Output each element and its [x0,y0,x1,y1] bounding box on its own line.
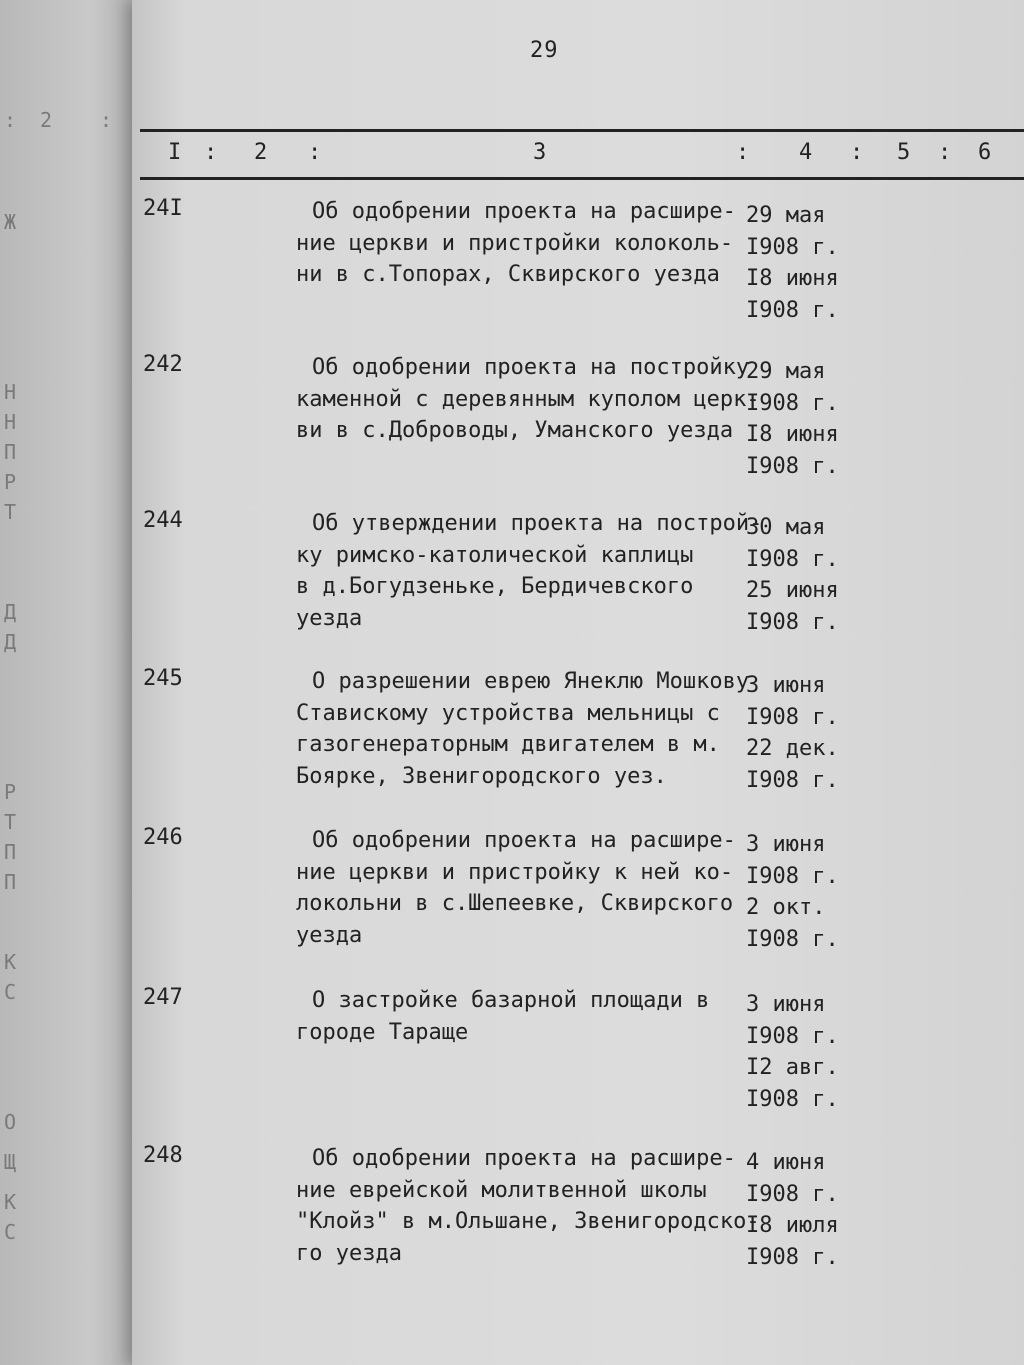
entry-description-line: Об одобрении проекта на расшире- [312,828,736,853]
entry-description-line: ви в с.Доброводы, Уманского уезда [296,418,734,443]
entry-date-line: 3 июня [746,673,826,698]
left-page-fragment: Р [4,470,17,494]
entry-date-line: 22 дек. [746,736,839,761]
left-page-fragment: Д [4,630,17,654]
entry-description-line: О разрешении еврею Янеклю Мошкову [312,669,750,694]
entry-date-line: 30 мая [746,515,826,540]
left-page-fragment: О [4,1110,17,1134]
entry-description-line: Об одобрении проекта на расшире- [312,1146,736,1171]
left-page-fragment: Д [4,600,17,624]
entry-date-line: I908 г. [746,926,839,952]
left-page-fragment: П [4,870,17,894]
entry-date-line: 2 окт. [746,895,826,920]
page-number: 29 [530,38,559,63]
entry-description-line: го уезда [296,1240,402,1266]
entry-date-line: I2 авг. [746,1055,839,1080]
entry-date-line: 29 мая [746,203,826,228]
entry-date-line: I908 г. [746,453,839,479]
left-page-fragment: К [4,1190,17,1214]
left-page-fragment: Ж [4,210,17,234]
header-rule-top [140,129,1024,132]
column-header-1: I [168,140,182,165]
entry-number: 245 [143,666,183,691]
entry-description-line: ние еврейской молитвенной школы [296,1177,707,1203]
entry-description-line: Об утверждении проекта на построй- [312,511,763,536]
entry-description-line: в д.Богудзеньке, Бердичевского [296,574,694,599]
entry-date-line: I908 г. [746,297,839,323]
entry-date-line: I908 г. [746,1023,839,1049]
entry-description-line: каменной с деревянным куполом церк- [296,386,760,412]
entry-date-line: 3 июня [746,832,826,857]
entry-number: 248 [143,1143,183,1168]
column-separator: : [736,140,750,165]
entry-number: 246 [143,825,183,850]
left-page-fragment: Щ [4,1150,17,1174]
left-page-fragment: С [4,1220,17,1244]
column-header-3: 3 [533,140,547,165]
entry-description-line: ку римско-католической каплицы [296,542,694,568]
left-page-fragment: Т [4,500,17,524]
entry-date-line: 29 мая [746,359,826,384]
left-page-fragment: С [4,980,17,1004]
left-page-fragment: : [100,108,113,132]
entry-date-line: I908 г. [746,234,839,260]
column-separator: : [204,140,218,165]
left-page-fragment: Р [4,780,17,804]
entry-date-line: 4 июня [746,1150,826,1175]
header-rule-bottom [140,177,1024,180]
column-separator: : [308,140,322,165]
entry-date-line: I908 г. [746,767,839,793]
entry-date-line: I8 июня [746,422,839,447]
entry-date-line: I908 г. [746,546,839,572]
entry-date-line: I8 июля [746,1213,839,1238]
column-header-5: 5 [897,140,911,165]
left-page-fragment: К [4,950,17,974]
entry-description-line: ние церкви и пристройки колоколь- [296,230,734,256]
column-header-4: 4 [799,140,813,165]
entry-date-line: I908 г. [746,390,839,416]
left-page-fragment: Н [4,380,17,404]
entry-date-line: 3 июня [746,992,826,1017]
entry-description-line: локольни в с.Шепеевке, Сквирского [296,891,734,916]
entry-date-line: I8 июня [746,266,839,291]
left-page-fragment: П [4,840,17,864]
entry-description-line: ние церкви и пристройку к ней ко- [296,859,734,885]
column-header-6: 6 [978,140,992,165]
entry-number: 247 [143,985,183,1010]
entry-date-line: 25 июня [746,578,839,603]
left-page-fragment: П [4,440,17,464]
entry-description-line: газогенераторным двигателем в м. [296,732,720,757]
entry-date-line: I908 г. [746,704,839,730]
entry-description-line: Боярке, Звенигородского уез. [296,763,667,789]
left-page-fragment: Т [4,810,17,834]
left-page-fragment: Н [4,410,17,434]
entry-description-line: городе Таращe [296,1019,469,1045]
entry-description-line: О застройке базарной площади в [312,988,710,1013]
entry-date-line: I908 г. [746,863,839,889]
entry-date-line: I908 г. [746,1181,839,1207]
entry-number: 244 [143,508,183,533]
entry-description-line: Об одобрении проекта на постройку [312,355,750,380]
left-page-fragment: 2 [40,108,53,132]
entry-number: 24I [143,196,183,221]
left-page-fragment: : [4,108,17,132]
entry-number: 242 [143,352,183,377]
entry-description-line: уезда [296,922,363,948]
entry-date-line: I908 г. [746,609,839,635]
left-page-edge [0,0,150,1365]
entry-date-line: I908 г. [746,1244,839,1270]
entry-description-line: Ставискому устройства мельницы с [296,700,720,726]
column-separator: : [850,140,864,165]
entry-description-line: уезда [296,605,363,631]
entry-description-line: "Клойз" в м.Ольшане, Звенигородско- [296,1209,760,1234]
entry-date-line: I908 г. [746,1086,839,1112]
entry-description-line: ни в с.Топорах, Сквирского уезда [296,262,720,287]
entry-description-line: Об одобрении проекта на расшире- [312,199,736,224]
column-separator: : [938,140,952,165]
column-header-2: 2 [254,140,268,165]
